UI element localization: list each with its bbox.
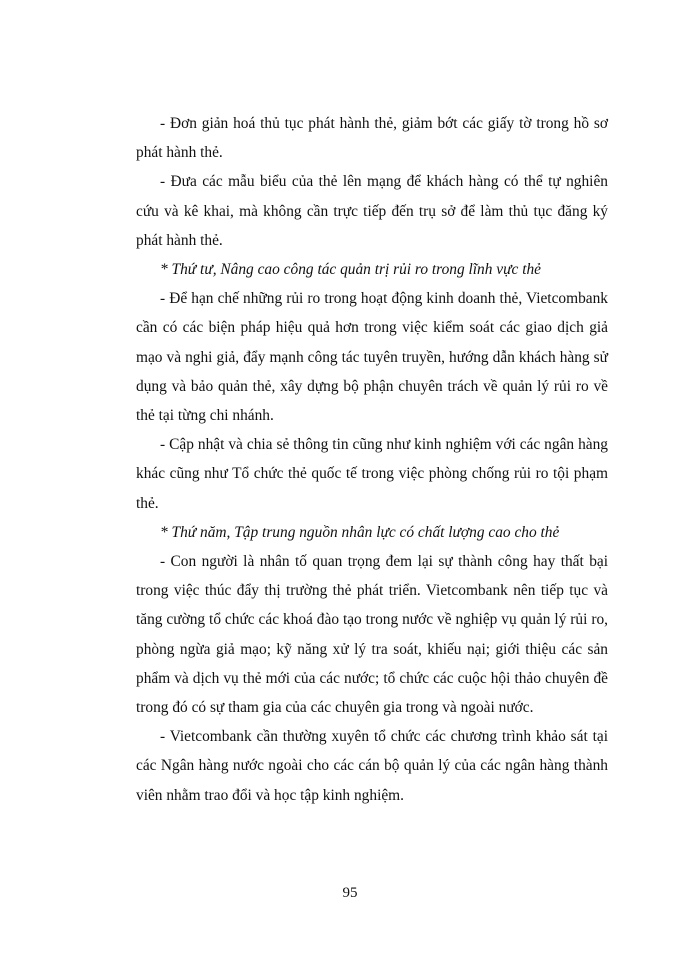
- paragraph-foreign-study-tours: - Vietcombank cần thường xuyên tổ chức các chương trình khảo sát tại các Ngân hàng nước ngoài cho các cán bộ quản lý của các ngân hàng thành viên nhằm trao đổi và học tập kinh nghiệm.: [136, 728, 608, 804]
- section-heading-human-resources: * Thứ năm, Tập trung nguồn nhân lực có chất lượng cao cho thẻ: [160, 523, 560, 541]
- paragraph-online-forms: - Đưa các mẫu biểu của thẻ lên mạng để khách hàng có thể tự nghiên cứu và kê khai, mà không cần trực tiếp đến trụ sở để làm thủ tục đăng ký phát hành thẻ.: [136, 173, 608, 249]
- paragraph-training: - Con người là nhân tố quan trọng đem lại sự thành công hay thất bại trong việc thúc đẩy thị trường thẻ phát triển. Vietcombank nên tiếp tục và tăng cường tổ chức các khoá đào tạo trong nước về nghiệp vụ quản lý rủi ro, phòng ngừa giả mạo; kỹ năng xử lý tra soát, khiếu nại; giới thiệu các sản phẩm và dịch vụ thẻ mới của các nước; tổ chức các cuộc hội thảo chuyên đề trong đó có sự tham gia của các chuyên gia trong và ngoài nước.: [136, 553, 608, 717]
- body-text: [136, 109, 608, 810]
- section-heading-risk-management: * Thứ tư, Nâng cao công tác quản trị rủi ro trong lĩnh vực thẻ: [160, 261, 542, 279]
- paragraph-risk-measures: - Để hạn chế những rủi ro trong hoạt động kinh doanh thẻ, Vietcombank cần có các biện pháp hiệu quả hơn trong việc kiểm soát các giao dịch giả mạo và nghi giả, đẩy mạnh công tác tuyên truyền, hướng dẫn khách hàng sử dụng và bảo quản thẻ, xây dựng bộ phận chuyên trách về quản lý rủi ro về thẻ tại từng chi nhánh.: [136, 290, 608, 425]
- paragraph-simplify-issuance: - Đơn giản hoá thủ tục phát hành thẻ, giảm bớt các giấy tờ trong hồ sơ phát hành thẻ.: [136, 115, 608, 162]
- paragraph-info-sharing: - Cập nhật và chia sẻ thông tin cũng như kinh nghiệm với các ngân hàng khác cũng như Tổ chức thẻ quốc tế trong việc phòng chống rủi ro tội phạm thẻ.: [136, 436, 608, 512]
- page-number: 95: [342, 885, 358, 901]
